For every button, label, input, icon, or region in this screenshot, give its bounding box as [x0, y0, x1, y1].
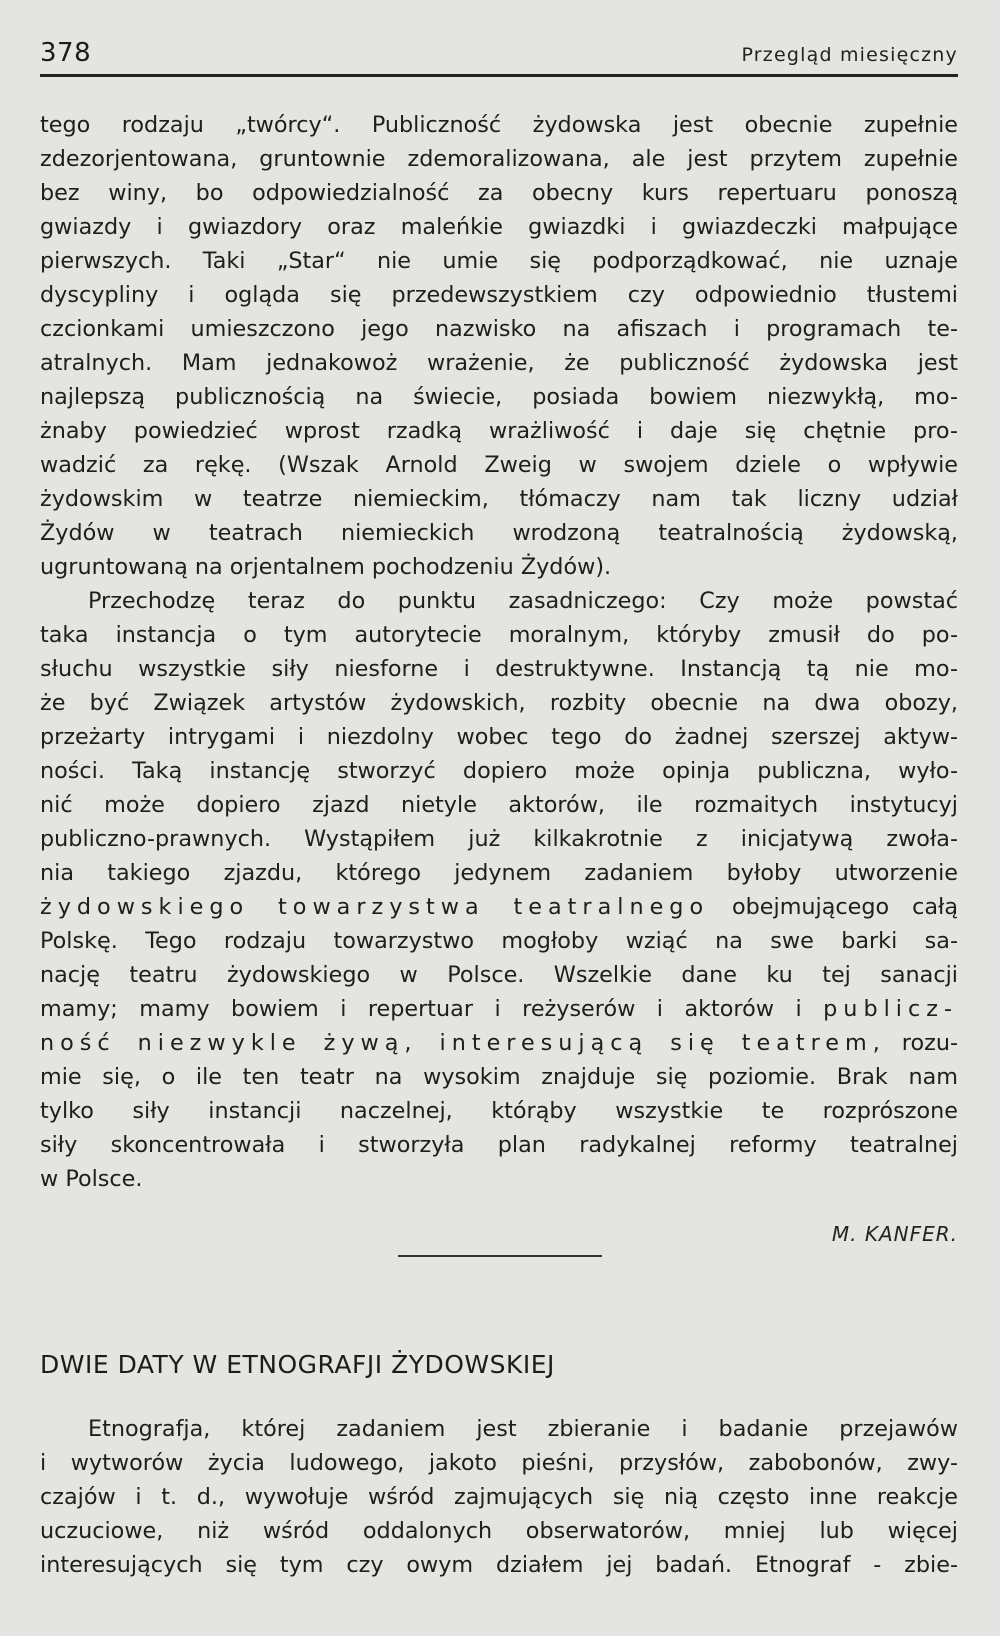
text-line: w Polsce. — [40, 1166, 143, 1192]
text-line: czcionkami umieszczono jego nazwisko na afiszach i programach te- — [40, 316, 958, 342]
text-line: wadzić za rękę. (Wszak Arnold Zweig w swojem dziele o wpływie — [40, 452, 958, 478]
text-line: Polskę. Tego rodzaju towarzystwo mogłoby wziąć na swe barki sa- — [40, 928, 958, 954]
text-line: nić może dopiero zjazd nietyle aktorów, ile rozmaitych instytucyj — [40, 792, 958, 818]
text-line: przeżarty intrygami i niezdolny wobec tego do żadnej szerszej aktyw- — [40, 724, 958, 750]
text-line: ugruntowaną na orjentalnem pochodzeniu Żydów). — [40, 554, 612, 580]
text-line: nację teatru żydowskiego w Polsce. Wszelkie dane ku tej sanacji — [40, 962, 958, 988]
page-number: 378 — [40, 38, 92, 68]
author-signature: M. KANFER. — [831, 1222, 958, 1246]
text-line: dyscypliny i ogląda się przedewszystkiem czy odpowiednio tłustemi — [40, 282, 958, 308]
text-segment: rozu- — [901, 1030, 958, 1056]
text-line: bez winy, bo odpowiedzialność za obecny kurs repertuaru ponoszą — [40, 180, 958, 206]
text-line: że być Związek artystów żydowskich, rozbity obecnie na dwa obozy, — [40, 690, 958, 716]
text-line-with-spacing — [40, 992, 958, 1026]
text-line: Żydów w teatrach niemieckich wrodzoną teatralnością żydowską, — [40, 520, 958, 546]
paragraph-start-line: Etnografja, której zadaniem jest zbieranie i badanie przejawów — [88, 1416, 958, 1442]
text-line: interesujących się tym czy owym działem jej badań. Etnograf - zbie- — [40, 1552, 958, 1578]
article-etnografja-body — [40, 1412, 958, 1582]
text-line: tylko siły instancji naczelnej, którąby wszystkie te rozprószone — [40, 1098, 958, 1124]
text-line: żnaby powiedzieć wprost rzadką wrażliwość i daje się chętnie pro- — [40, 418, 958, 444]
text-line: słuchu wszystkie siły niesforne i destruktywne. Instancją tą nie mo- — [40, 656, 958, 682]
text-line: żydowskim w teatrze niemieckim, tłómaczy nam tak liczny udział — [40, 486, 958, 512]
text-line: i wytworów życia ludowego, jakoto pieśni, przysłów, zabobonów, zwy- — [40, 1450, 958, 1476]
text-line: gwiazdy i gwiazdory oraz maleńkie gwiazdki i gwiazdeczki małpujące — [40, 214, 958, 240]
spaced-word: publicz- — [823, 996, 958, 1022]
section-divider — [398, 1255, 602, 1257]
text-line: publiczno-prawnych. Wystąpiłem już kilkakrotnie z inicjatywą zwoła- — [40, 826, 958, 852]
header-rule — [40, 74, 958, 77]
text-line-with-spacing — [40, 1026, 958, 1060]
article-kanfer-body — [40, 108, 958, 1196]
text-line: ności. Taką instancję stworzyć dopiero może opinja publiczna, wyło- — [40, 758, 958, 784]
text-line: zdezorjentowana, gruntownie zdemoralizowana, ale jest przytem zupełnie — [40, 146, 958, 172]
spaced-phrase: żydowskiego towarzystwa teatralnego — [40, 894, 710, 920]
text-line: pierwszych. Taki „Star“ nie umie się podporządkować, nie uznaje — [40, 248, 958, 274]
text-line: taka instancja o tym autorytecie moralnym, któryby zmusił do po- — [40, 622, 958, 648]
text-line: czajów i t. d., wywołuje wśród zajmujących się nią często inne reakcje — [40, 1484, 958, 1510]
section-title: DWIE DATY W ETNOGRAFJI ŻYDOWSKIEJ — [40, 1350, 555, 1379]
paragraph-start-line: Przechodzę teraz do punktu zasadniczego: Czy może powstać — [88, 588, 958, 614]
running-title: Przegląd miesięczny — [741, 44, 958, 66]
text-line: najlepszą publicznością na świecie, posiada bowiem niezwykłą, mo- — [40, 384, 958, 410]
spaced-phrase: ność niezwykle żywą, interesującą się teatrem, — [40, 1030, 886, 1056]
text-line: mie się, o ile ten teatr na wysokim znajduje się poziomie. Brak nam — [40, 1064, 958, 1090]
text-line: nia takiego zjazdu, którego jedynem zadaniem byłoby utworzenie — [40, 860, 958, 886]
spaced-phrase-rest: obejmującego całą — [732, 894, 959, 920]
text-segment: mamy; mamy bowiem i repertuar i reżyserów i aktorów i — [40, 996, 802, 1022]
text-line: uczuciowe, niż wśród oddalonych obserwatorów, mniej lub więcej — [40, 1518, 958, 1544]
text-line: atralnych. Mam jednakowoż wrażenie, że publiczność żydowska jest — [40, 350, 958, 376]
text-line: tego rodzaju „twórcy“. Publiczność żydowska jest obecnie zupełnie — [40, 112, 958, 138]
spaced-emphasis-line — [40, 890, 958, 924]
text-line: siły skoncentrowała i stworzyła plan radykalnej reformy teatralnej — [40, 1132, 958, 1158]
